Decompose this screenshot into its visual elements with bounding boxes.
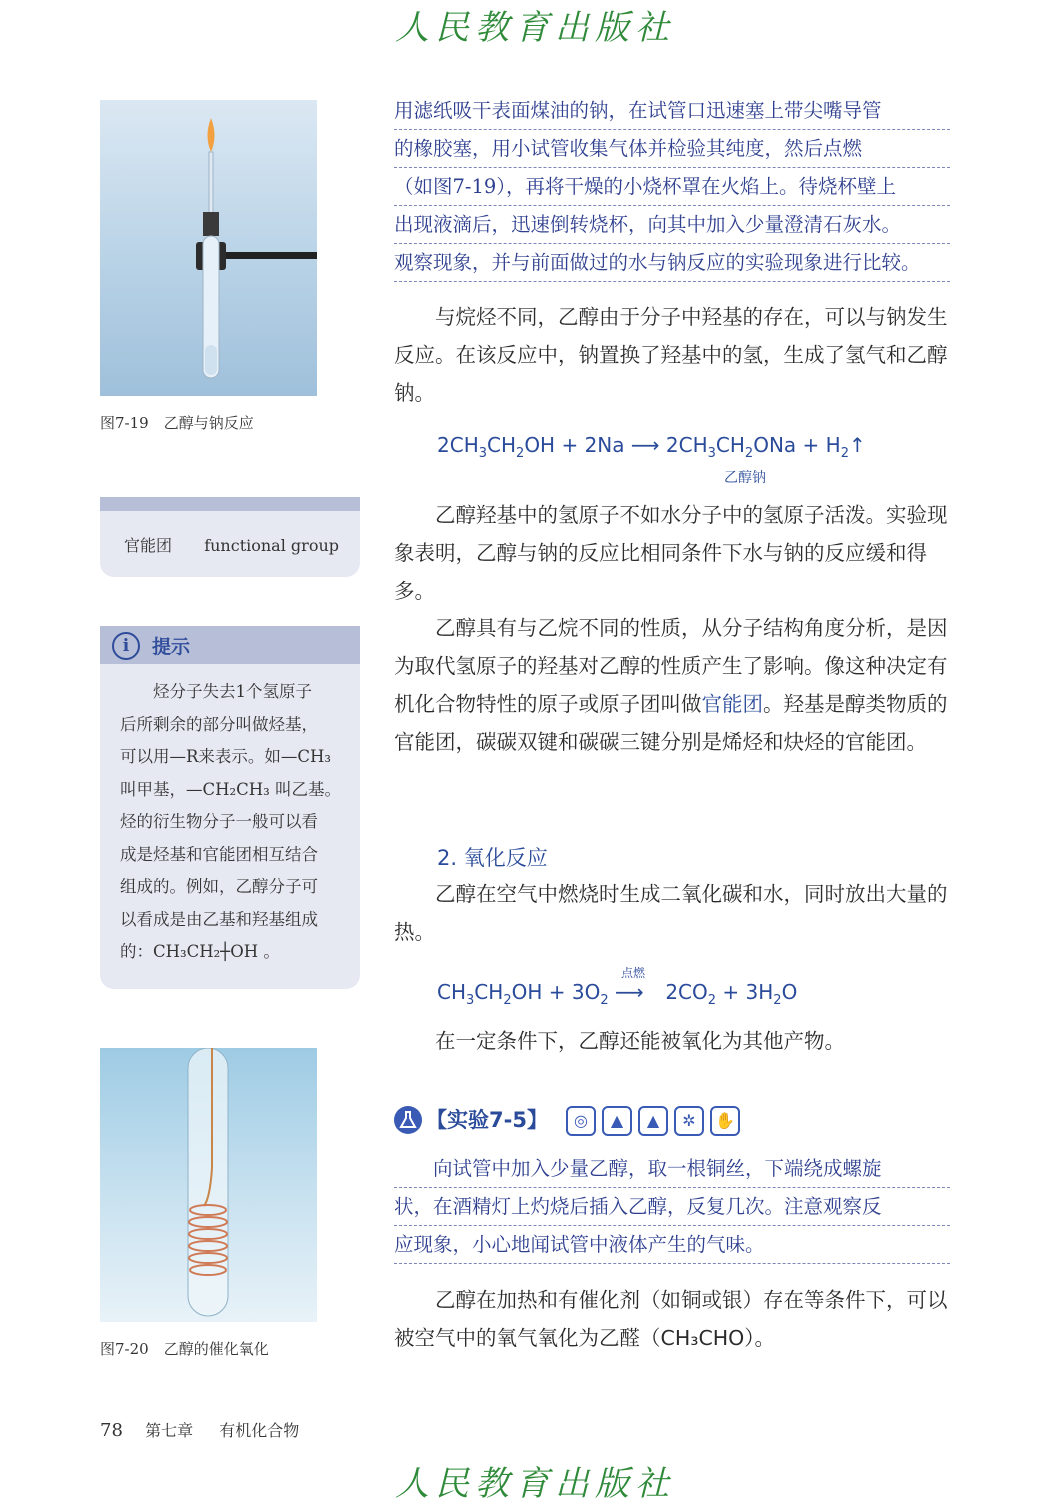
- experiment-line: 观察现象，并与前面做过的水与钠反应的实验现象进行比较。: [394, 244, 950, 282]
- info-icon: i: [112, 632, 140, 660]
- paragraph-text: 与烷烃不同，乙醇由于分子中羟基的存在，可以与钠发生反应。在该反应中，钠置换了羟基中的氢，生成了氢气和乙醇钠。: [394, 305, 948, 405]
- experiment-line: 应现象，小心地闻试管中液体产生的气味。: [394, 1226, 950, 1264]
- paragraph-text: 乙醇在加热和有催化剂（如铜或银）存在等条件下，可以被空气中的氧气氧化为乙醛（CH₃CHO）。: [394, 1288, 948, 1350]
- tip-title: 提示: [152, 636, 191, 658]
- tip-header: [100, 626, 360, 664]
- term-cn: 官能团: [124, 536, 173, 555]
- paragraph-text-part: 乙醇具有与乙烷不同的性质，从分子结构角度分析，是因为取代氢原子的羟基对乙醇的性质产生了影响。像这种决定有机化合物特性的原子或原子团叫做: [394, 616, 948, 716]
- tip-box: [100, 626, 360, 989]
- experiment-line: 出现液滴后，迅速倒转烧杯，向其中加入少量澄清石灰水。: [394, 206, 950, 244]
- figure-catalytic-oxidation-photo: [100, 1048, 317, 1322]
- equation-combustion: $CH_3CH_2OH + 3O_2$ 点燃 ⟶ $2CO_2 + 3H_2O$: [437, 966, 798, 1008]
- tip-body: [120, 676, 348, 969]
- publisher-logo-bottom: 人民教育出版社: [395, 1464, 675, 1504]
- chapter-title: 有机化合物: [219, 1421, 300, 1440]
- tip-line: 可以用—R来表示。如—CH₃: [120, 747, 332, 766]
- equation-sodium-ethanol: $2CH_3CH_2OH + 2Na$ ⟶ $2CH_3CH_2ONa$ + $H_2↑$: [437, 433, 866, 461]
- figure-sodium-ethanol-photo: [100, 100, 317, 396]
- goggles-icon: ◎: [566, 1106, 596, 1136]
- chapter-label: 第七章: [145, 1421, 194, 1440]
- figure-caption-7-19: 图7-19 乙醇与钠反应: [100, 414, 254, 432]
- experiment-line: 状，在酒精灯上灼烧后插入乙醇，反复几次。注意观察反: [394, 1188, 950, 1226]
- paragraph-1: [394, 298, 950, 412]
- tip-line: 以看成是由乙基和羟基组成: [120, 909, 318, 929]
- tip-line: 烃分子失去1个氢原子: [153, 682, 312, 701]
- tip-line: 烃的衍生物分子一般可以看: [120, 812, 318, 831]
- experiment-line: 的橡胶塞，用小试管收集气体并检验其纯度，然后点燃: [394, 130, 950, 168]
- paragraph-text: [394, 609, 950, 761]
- flame-warning-icon: ▲: [602, 1106, 632, 1136]
- tip-line: 的：CH₃CH₂┼OH 。: [120, 942, 280, 961]
- section-heading: 2. 氧化反应: [437, 846, 548, 870]
- paragraph-text-part: 。羟基是醇类物质的官能团，碳碳双键和碳碳三键分别是烯烃和炔烃的官能团。: [394, 692, 948, 754]
- figure-caption-7-20: 图7-20 乙醇的催化氧化: [100, 1340, 269, 1358]
- experiment-7-5-body: [394, 1150, 950, 1264]
- experiment-line: 用滤纸吸干表面煤油的钠，在试管口迅速塞上带尖嘴导管: [394, 92, 950, 130]
- term-en: functional group: [204, 536, 339, 555]
- wash-hands-icon: ✋: [710, 1106, 740, 1136]
- paragraph-text: 乙醇在空气中燃烧时生成二氧化碳和水，同时放出大量的热。: [394, 882, 948, 944]
- experiment-title: 【实验7-5】: [426, 1108, 548, 1132]
- paragraph-2: [394, 496, 950, 610]
- term-highlight: 官能团: [701, 692, 763, 716]
- paragraph-5: [394, 1022, 950, 1060]
- tip-line: 组成的。例如，乙醇分子可: [120, 877, 318, 896]
- hot-warning-icon: ▲: [638, 1106, 668, 1136]
- experiment-continued: [394, 92, 950, 282]
- paragraph-3: [394, 609, 950, 761]
- experiment-line: （如图7-19），再将干燥的小烧杯罩在火焰上。待烧杯壁上: [394, 168, 950, 206]
- ventilation-icon: ✲: [674, 1106, 704, 1136]
- paragraph-text: 乙醇羟基中的氢原子不如水分子中的氢原子活泼。实验现象表明，乙醇与钠的反应比相同条件下水与钠的反应缓和得多。: [394, 503, 948, 603]
- tip-line: 后所剩余的部分叫做烃基，: [120, 714, 318, 734]
- tip-line: 叫甲基，—CH₂CH₃ 叫乙基。: [120, 779, 342, 799]
- term-label: [124, 533, 339, 556]
- publisher-logo-top: 人民教育出版社: [395, 8, 675, 48]
- term-box: [100, 497, 360, 577]
- page-footer: [100, 1418, 299, 1441]
- tip-line: 成是烃基和官能团相互结合: [120, 844, 318, 864]
- paragraph-text: 在一定条件下，乙醇还能被氧化为其他产物。: [435, 1029, 845, 1053]
- flask-icon: [394, 1106, 422, 1134]
- page-number: 78: [100, 1420, 123, 1441]
- product-label: 乙醇钠: [724, 470, 766, 486]
- paragraph-4: [394, 875, 950, 951]
- reaction-condition: 点燃: [620, 966, 645, 980]
- experiment-line: 向试管中加入少量乙醇，取一根铜丝，下端绕成螺旋: [394, 1150, 950, 1188]
- paragraph-6: [394, 1281, 950, 1357]
